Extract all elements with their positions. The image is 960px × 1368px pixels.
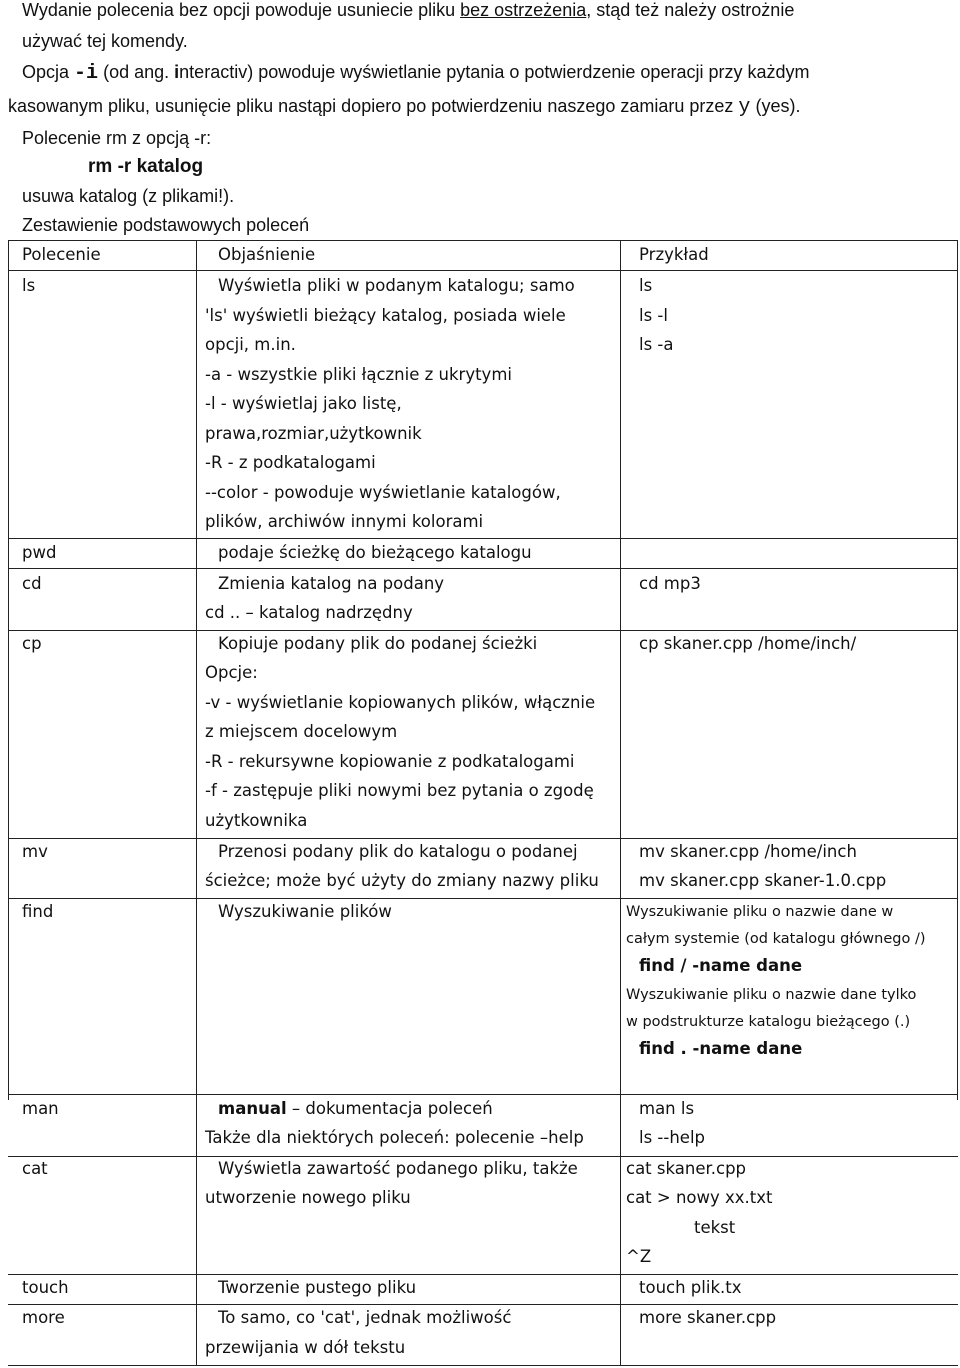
intro-bold-letter: i [174, 62, 180, 82]
pwd-desc: podaje ścieżkę do bieżącego katalogu [218, 543, 532, 562]
cmd-touch: touch [22, 1278, 69, 1297]
table-border [8, 240, 958, 241]
find-example-command: find / -name dane [639, 956, 803, 975]
rm-heading: Polecenie rm z opcją -r: [22, 128, 212, 148]
cmd-cat: cat [22, 1159, 48, 1178]
rm-command: rm -r katalog [88, 156, 204, 177]
cp-desc-line: -f - zastępuje pliki nowymi bez pytania o zgodę [205, 781, 594, 800]
table-border [8, 1365, 958, 1366]
rm-description: usuwa katalog (z plikami!). [22, 186, 235, 206]
table-border [8, 630, 958, 631]
touch-desc: Tworzenie pustego pliku [218, 1278, 417, 1297]
cmd-find: find [22, 902, 54, 921]
cat-example: ^Z [626, 1247, 652, 1266]
option-code: -i [74, 62, 99, 85]
cp-desc-line: Opcje: [205, 663, 258, 682]
ls-desc-line: -a - wszystkie pliki łącznie z ukrytymi [205, 365, 512, 384]
cp-example: cp skaner.cpp /home/inch/ [639, 634, 857, 653]
find-example-command: find . -name dane [639, 1039, 803, 1058]
ls-desc-line: prawa,rozmiar,użytkownik [205, 424, 422, 443]
cat-example: cat > nowy xx.txt [626, 1188, 773, 1207]
cd-example: cd mp3 [639, 574, 701, 593]
intro-text: Wydanie polecenia bez opcji powoduje usuniecie pliku [22, 0, 456, 20]
find-example-note: całym systemie (od katalogu głównego /) [626, 931, 926, 947]
table-border [8, 898, 958, 899]
man-desc-bold: manual [218, 1099, 287, 1118]
intro-line-2: używać tej komendy. [22, 31, 188, 51]
cat-desc-line: Wyświetla zawartość podanego pliku, także [218, 1159, 578, 1178]
mv-example: mv skaner.cpp skaner-1.0.cpp [639, 871, 887, 890]
touch-example: touch plik.tx [639, 1278, 742, 1297]
mv-desc-line: ścieżce; może być użyty do zmiany nazwy pliku [205, 871, 599, 890]
intro-text: Opcja [22, 62, 70, 82]
man-example: ls --help [639, 1128, 705, 1147]
ls-desc-line: -l - wyświetlaj jako listę, [205, 394, 402, 413]
table-border [8, 270, 958, 271]
cmd-cd: cd [22, 574, 42, 593]
table-border [8, 1094, 958, 1095]
find-example-note: Wyszukiwanie pliku o nazwie dane tylko [626, 987, 917, 1003]
ls-example: ls -l [639, 306, 668, 325]
more-example: more skaner.cpp [639, 1308, 777, 1327]
cmd-cp: cp [22, 634, 42, 653]
intro-option-line [22, 62, 809, 84]
ls-desc-line: plików, archiwów innymi kolorami [205, 512, 484, 531]
ls-desc-line: 'ls' wyświetli bieżący katalog, posiada wiele [205, 306, 566, 325]
ls-desc-line: opcji, m.in. [205, 335, 296, 354]
man-desc-line [218, 1099, 493, 1119]
intro-text: (od ang. [103, 62, 170, 82]
option-code: y [738, 96, 751, 119]
cat-desc-line: utworzenie nowego pliku [205, 1188, 411, 1207]
ls-desc-line: -R - z podkatalogami [205, 453, 376, 472]
table-header-przyklad: Przykład [639, 245, 709, 264]
man-desc-line: Także dla niektórych poleceń: polecenie –help [205, 1128, 584, 1147]
intro-line-1 [22, 0, 794, 20]
intro-text: (yes). [755, 96, 801, 116]
ls-example: ls [639, 276, 653, 295]
table-border [196, 240, 197, 1366]
ls-desc-line: --color - powoduje wyświetlanie katalogów, [205, 483, 561, 502]
find-example-note: Wyszukiwanie pliku o nazwie dane w [626, 904, 894, 920]
cp-desc-line: -R - rekursywne kopiowanie z podkatalogami [205, 752, 575, 771]
more-desc-line: To samo, co 'cat', jednak możliwość [218, 1308, 512, 1327]
intro-underlined-text: bez ostrzeżenia [460, 0, 587, 20]
table-border [8, 1274, 958, 1275]
section-title: Zestawienie podstawowych poleceń [22, 215, 310, 235]
intro-text: kasowanym pliku, usunięcie pliku nastąpi dopiero po potwierdzeniu naszego zamiaru przez [8, 96, 734, 116]
cmd-more: more [22, 1308, 65, 1327]
table-border [8, 240, 9, 1100]
cp-desc-line: z miejscem docelowym [205, 722, 398, 741]
cp-desc-line: użytkownika [205, 811, 308, 830]
find-example-note: w podstrukturze katalogu bieżącego (.) [626, 1014, 911, 1030]
cat-example: tekst [694, 1218, 736, 1237]
mv-desc-line: Przenosi podany plik do katalogu o podanej [218, 842, 578, 861]
find-desc: Wyszukiwanie plików [218, 902, 392, 921]
mv-example: mv skaner.cpp /home/inch [639, 842, 857, 861]
table-border [8, 538, 958, 539]
table-header-objasnienie: Objaśnienie [218, 245, 316, 264]
cat-example: cat skaner.cpp [626, 1159, 747, 1178]
cd-desc-line: Zmienia katalog na podany [218, 574, 445, 593]
table-border [957, 240, 958, 1100]
man-example: man ls [639, 1099, 695, 1118]
cd-desc-line: cd .. – katalog nadrzędny [205, 603, 413, 622]
table-border [8, 1156, 958, 1157]
intro-text: nteractiv) powoduje wyświetlanie pytania o potwierdzenie operacji przy każdym [179, 62, 810, 82]
intro-text: , stąd też należy ostrożnie [586, 0, 795, 20]
cmd-pwd: pwd [22, 543, 57, 562]
more-desc-line: przewijania w dół tekstu [205, 1338, 406, 1357]
cp-desc-line: -v - wyświetlanie kopiowanych plików, włącznie [205, 693, 596, 712]
ls-desc-line: Wyświetla pliki w podanym katalogu; samo [218, 276, 575, 295]
ls-example: ls -a [639, 335, 674, 354]
cmd-ls: ls [22, 276, 36, 295]
table-border [8, 1304, 958, 1305]
man-desc-text: – dokumentacja poleceń [291, 1099, 493, 1118]
table-border [8, 838, 958, 839]
table-border [620, 240, 621, 1366]
table-header-polecenie: Polecenie [22, 245, 101, 264]
intro-option-line-2 [8, 96, 800, 118]
cmd-man: man [22, 1099, 59, 1118]
cp-desc-line: Kopiuje podany plik do podanej ścieżki [218, 634, 538, 653]
cmd-mv: mv [22, 842, 48, 861]
table-border [8, 568, 958, 569]
